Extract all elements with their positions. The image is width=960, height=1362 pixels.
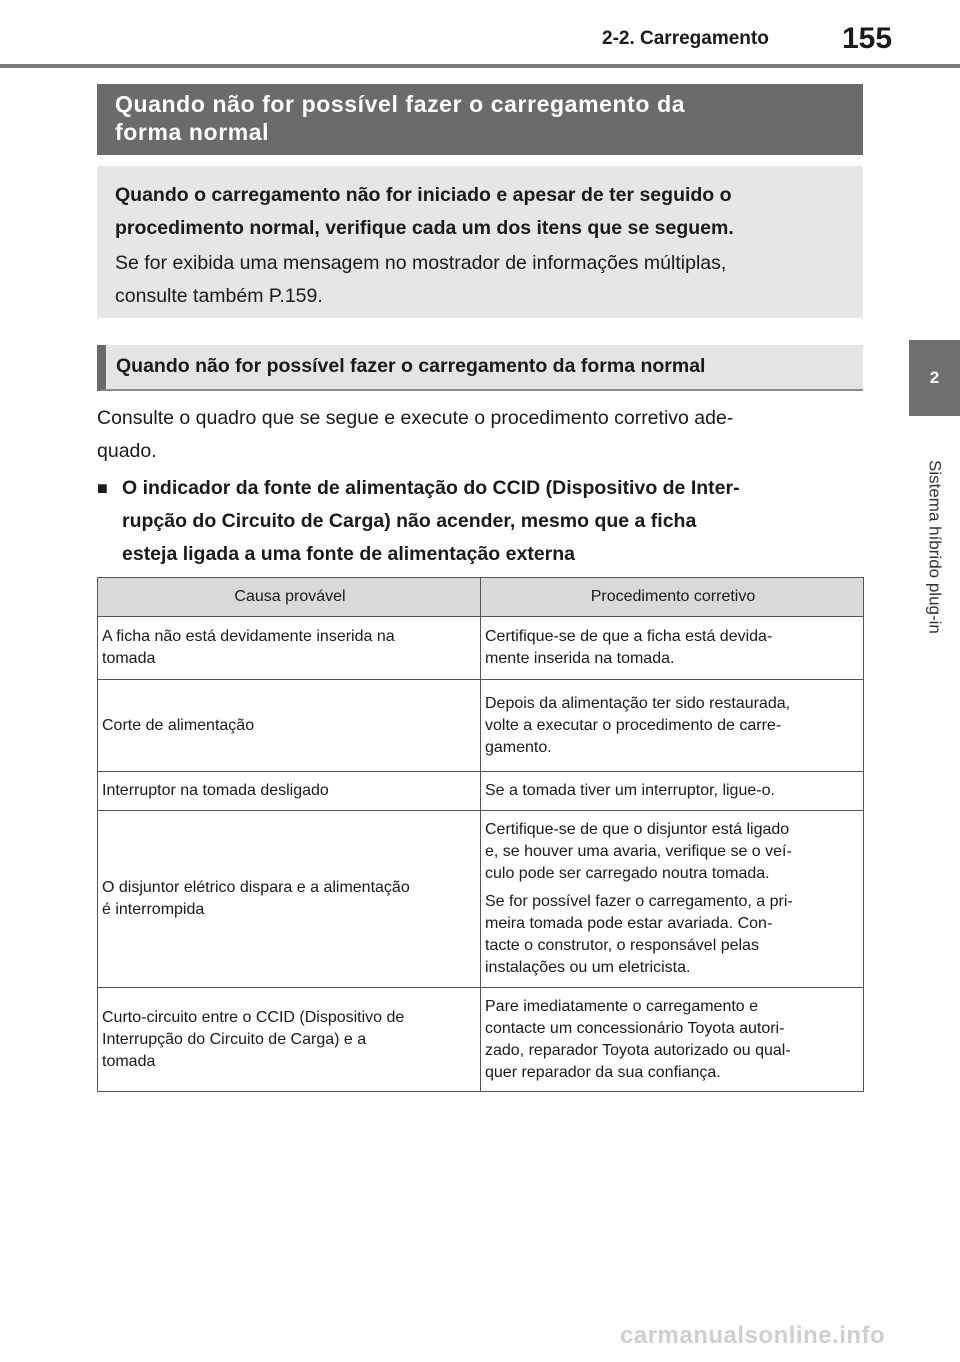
summary-bold-line-1: Quando o carregamento não for iniciado e apesar de ter seguido o <box>115 184 732 206</box>
procedure-line: zado, reparador Toyota autorizado ou qual- <box>485 1041 791 1059</box>
summary-bold-line-2: procedimento normal, verifique cada um dos itens que se seguem. <box>115 217 734 239</box>
summary-line-3: Se for exibida uma mensagem no mostrador de informações múltiplas, <box>115 252 727 274</box>
procedure-line: instalações ou um eletricista. <box>485 959 691 976</box>
table-row <box>98 772 864 811</box>
procedure-cell <box>481 680 864 772</box>
procedure-line: Se a tomada tiver um interruptor, ligue-o. <box>485 782 775 799</box>
procedure-paragraph <box>485 693 861 759</box>
chapter-title-tab <box>909 432 960 662</box>
procedure-line: Depois da alimentação ter sido restaurada, <box>485 694 791 712</box>
watermark: carmanualsonline.info <box>620 1322 886 1349</box>
table-row <box>98 617 864 680</box>
sub-heading-line-3: esteja ligada a uma fonte de alimentação externa <box>122 543 576 565</box>
summary-box <box>97 166 863 318</box>
troubleshooting-table <box>97 577 864 1092</box>
title-line-1: Quando não for possível fazer o carregamento da <box>115 91 686 117</box>
procedure-line: mente inserida na tomada. <box>485 650 675 667</box>
procedure-line: Certifique-se de que o disjuntor está ligado <box>485 821 790 838</box>
procedure-paragraph <box>485 996 861 1084</box>
intro-paragraph <box>97 402 857 468</box>
cause-line: é interrompida <box>102 901 205 918</box>
cause-line: Corte de alimentação <box>102 716 255 734</box>
title-line-2: forma normal <box>115 119 270 145</box>
procedure-line: culo pode ser carregado noutra tomada. <box>485 865 770 882</box>
procedure-line: volte a executar o procedimento de carre- <box>485 716 782 734</box>
cause-line: Curto-circuito entre o CCID (Dispositivo de <box>102 1008 405 1026</box>
procedure-cell <box>481 772 864 811</box>
procedure-paragraph <box>485 626 861 670</box>
procedure-line: Se for possível fazer o carregamento, a pri- <box>485 893 793 910</box>
header-section-title: 2-2. Carregamento <box>602 28 769 49</box>
cause-line: A ficha não está devidamente inserida na <box>102 628 395 645</box>
table-header-row <box>98 578 864 617</box>
procedure-line: meira tomada pode estar avariada. Con- <box>485 915 773 932</box>
cause-line: Interruptor na tomada desligado <box>102 782 329 799</box>
intro-line-1: Consulte o quadro que se segue e execute o procedimento corretivo ade- <box>97 407 734 429</box>
procedure-line: e, se houver uma avaria, verifique se o veí- <box>485 843 792 860</box>
table-row <box>98 680 864 772</box>
procedure-line: tacte o construtor, o responsável pelas <box>485 937 759 954</box>
cause-line: tomada <box>102 650 156 667</box>
table-row <box>98 988 864 1092</box>
cause-line: tomada <box>102 1052 156 1070</box>
sub-heading <box>97 472 857 571</box>
chapter-title: Sistema híbrido plug-in <box>925 460 945 634</box>
column-header-cause: Causa provável <box>98 578 481 617</box>
cause-line: O disjuntor elétrico dispara e a alimentação <box>102 879 410 896</box>
procedure-line: quer reparador da sua confiança. <box>485 1063 721 1081</box>
procedure-paragraph <box>485 819 861 885</box>
title-banner <box>97 84 863 155</box>
procedure-cell <box>481 811 864 988</box>
header-divider <box>0 64 960 68</box>
cause-cell <box>98 772 481 811</box>
sub-heading-line-2: rupção do Circuito de Carga) não acender, mesmo que a ficha <box>122 510 697 532</box>
square-bullet-icon: ■ <box>97 478 108 498</box>
procedure-line: Pare imediatamente o carregamento e <box>485 997 759 1015</box>
procedure-cell <box>481 617 864 680</box>
cause-cell <box>98 617 481 680</box>
procedure-line: contacte um concessionário Toyota autori- <box>485 1019 785 1037</box>
procedure-paragraph <box>485 780 861 802</box>
section-heading: Quando não for possível fazer o carregamento da forma normal <box>97 345 863 391</box>
column-header-procedure: Procedimento corretivo <box>481 578 864 617</box>
table-row <box>98 811 864 988</box>
cause-cell <box>98 988 481 1092</box>
intro-line-2: quado. <box>97 440 157 462</box>
procedure-line: Certifique-se de que a ficha está devida- <box>485 628 773 645</box>
cause-line: Interrupção do Circuito de Carga) e a <box>102 1030 367 1048</box>
cause-cell <box>98 680 481 772</box>
chapter-number-tab: 2 <box>909 340 960 416</box>
cause-cell <box>98 811 481 988</box>
page-number: 155 <box>842 22 893 55</box>
sub-heading-line-1: O indicador da fonte de alimentação do CCID (Dispositivo de Inter- <box>122 477 740 499</box>
procedure-line: gamento. <box>485 738 552 756</box>
summary-line-4: consulte também P.159. <box>115 285 323 307</box>
procedure-paragraph <box>485 891 861 979</box>
procedure-cell <box>481 988 864 1092</box>
